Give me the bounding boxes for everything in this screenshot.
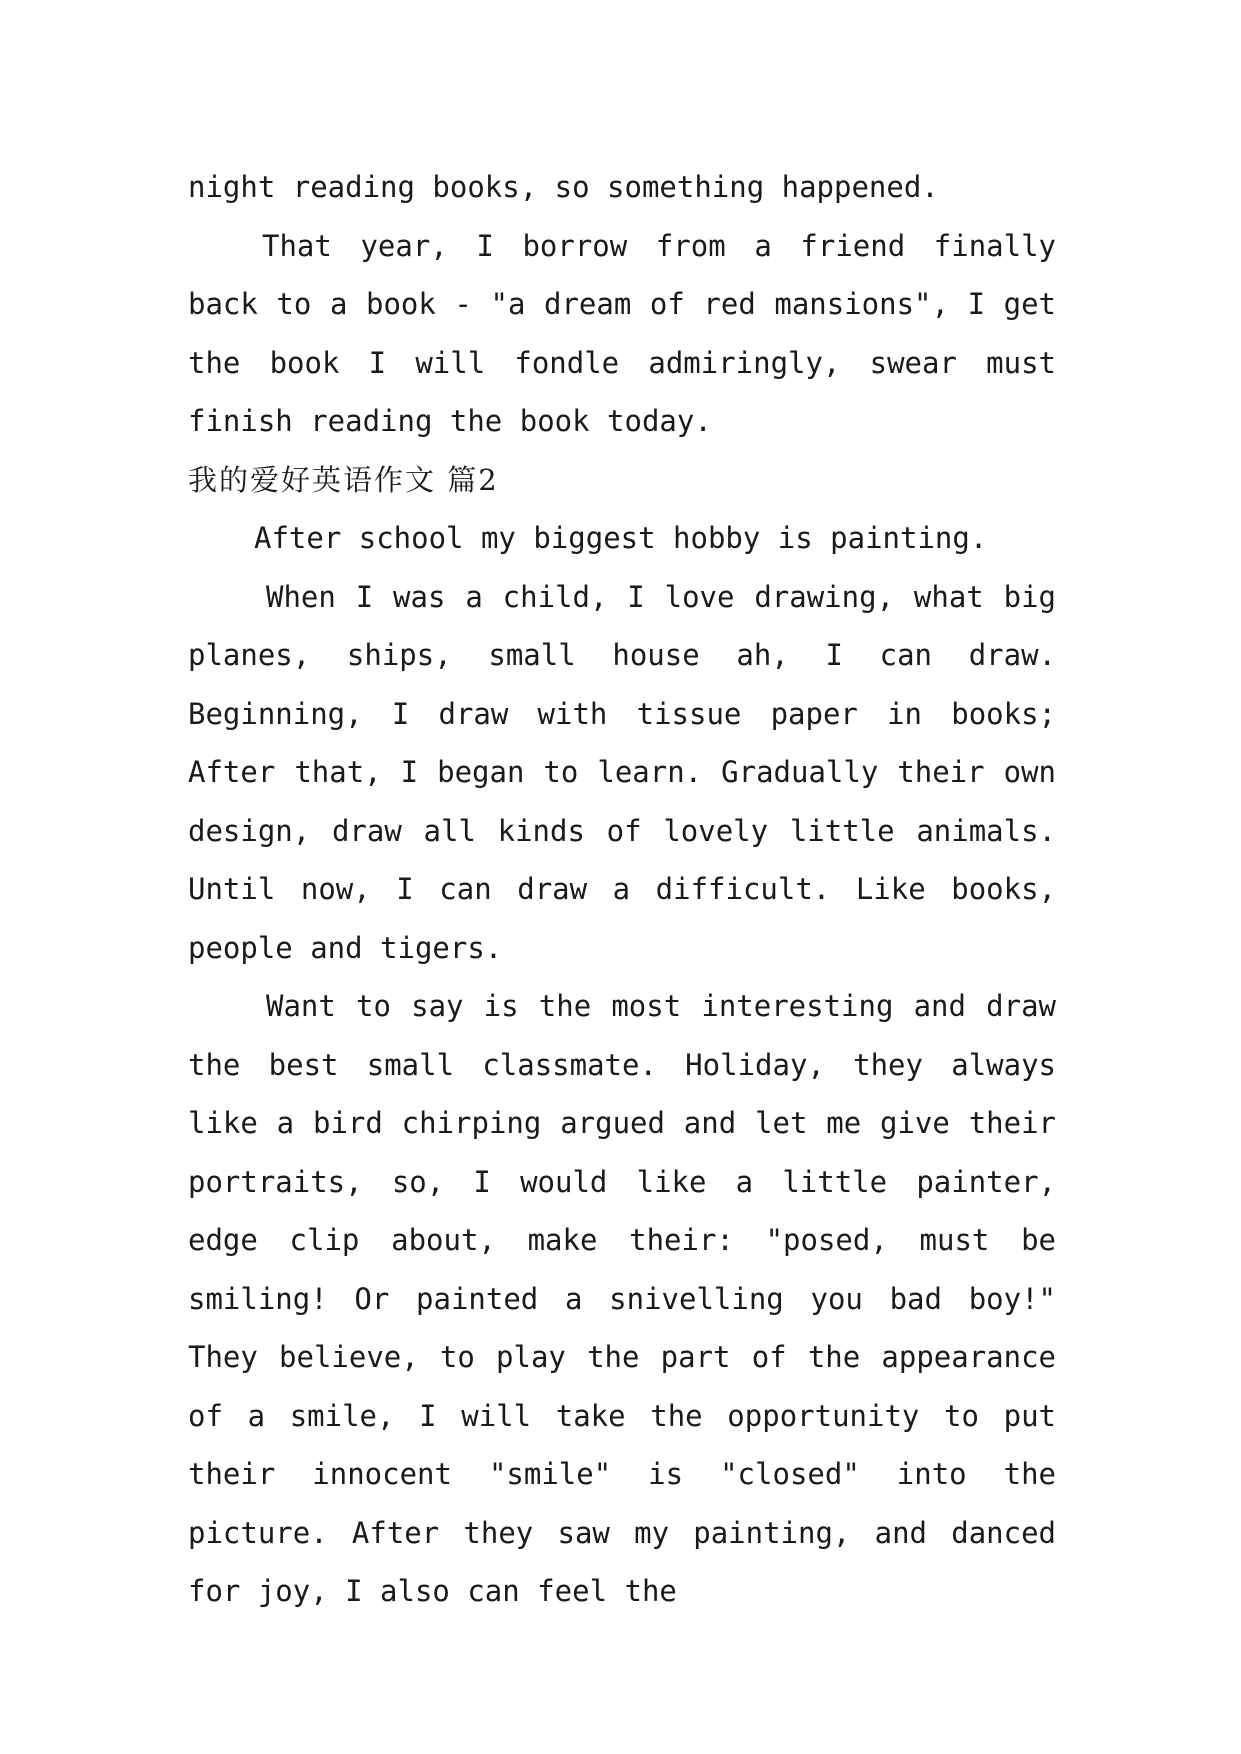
paragraph-borrowed-book: That year, I borrow from a friend finally back to a book - "a dream of red mansions", I get the book I will fondle admiringly, swear must finish reading the book today. — [188, 228, 1056, 438]
document-body — [188, 158, 1056, 1621]
section-heading: 我的爱好英语作文 篇2 — [188, 462, 499, 497]
paragraph-classmate-portraits: Want to say is the most interesting and draw the best small classmate. Holiday, they always like a bird chirping argued and let me give their portraits, so, I would like a little painter, edge clip about, make their: "posed, must be smiling! Or painted a snivelling you bad boy!" They believe, to play the part of the appearance of a smile, I will take the opportunity to put their innocent "smile" is "closed" into the picture. After they saw my painting, and danced for joy, I also can feel the — [188, 989, 1056, 1608]
paragraph-continuation: night reading books, so something happened. — [188, 170, 939, 204]
paragraph-childhood-drawing: When I was a child, I love drawing, what big planes, ships, small house ah, I can draw. Beginning, I draw with tissue paper in books; After that, I began to learn. Gradually their own design, draw all kinds of lovely little animals. Until now, I can draw a difficult. Like books, people and tigers. — [188, 579, 1056, 965]
paragraph-hobby-intro: After school my biggest hobby is painting. — [254, 521, 988, 555]
